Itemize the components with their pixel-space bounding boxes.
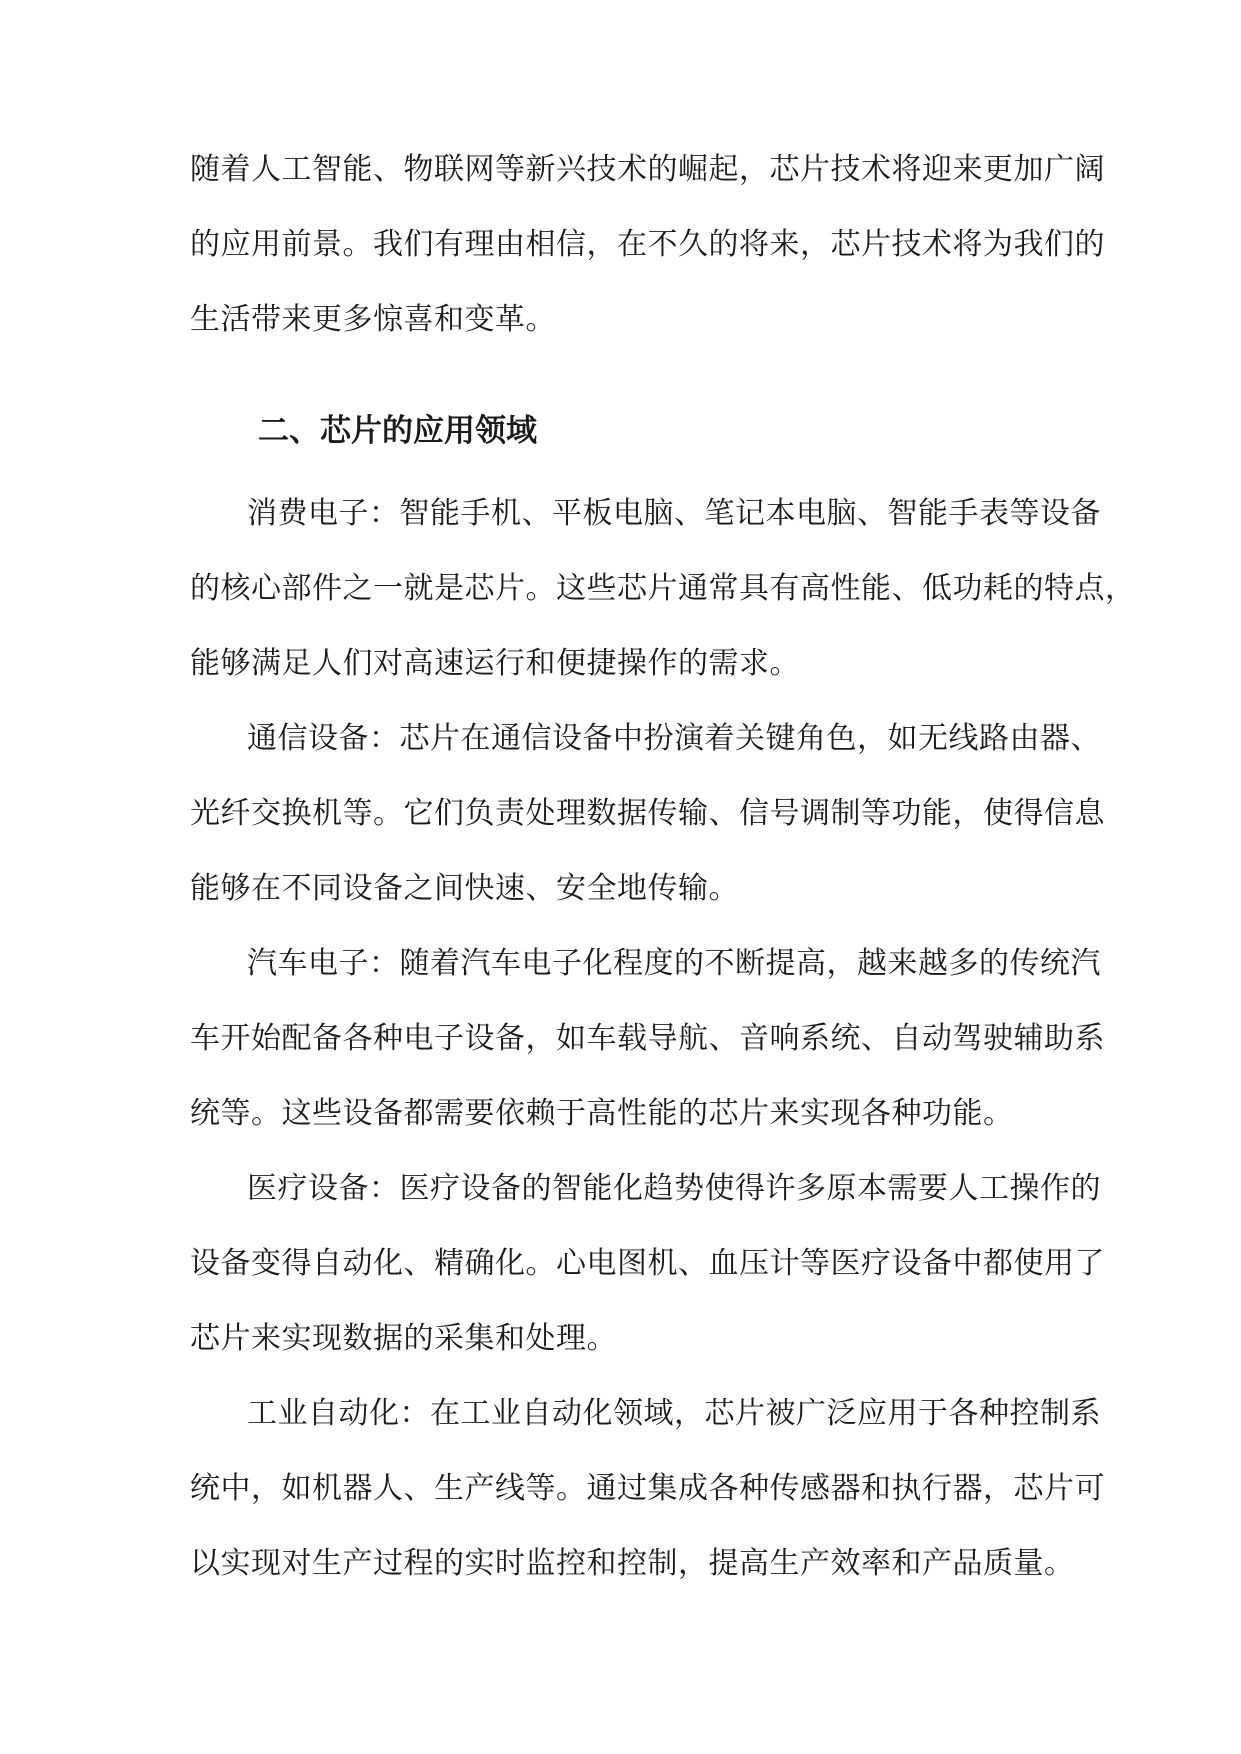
paragraph-2-line-2: 光纤交换机等。它们负责处理数据传输、信号调制等功能，使得信息 xyxy=(190,796,1105,831)
paragraph-1-line-3: 能够满足人们对高速运行和便捷操作的需求。 xyxy=(190,646,800,681)
paragraph-4-line-2: 设备变得自动化、精确化。心电图机、血压计等医疗设备中都使用了 xyxy=(190,1246,1105,1281)
paragraph-4-line-3: 芯片来实现数据的采集和处理。 xyxy=(190,1321,617,1356)
paragraph-4-line-1: 医疗设备：医疗设备的智能化趋势使得许多原本需要人工操作的 xyxy=(247,1171,1101,1206)
intro-line-1: 随着人工智能、物联网等新兴技术的崛起，芯片技术将迎来更加广阔 xyxy=(190,152,1105,187)
paragraph-3-line-2: 车开始配备各种电子设备，如车载导航、音响系统、自动驾驶辅助系 xyxy=(190,1021,1105,1056)
section-heading: 二、芯片的应用领域 xyxy=(258,413,537,449)
intro-line-2: 的应用前景。我们有理由相信，在不久的将来，芯片技术将为我们的 xyxy=(190,227,1105,262)
paragraph-5-line-3: 以实现对生产过程的实时监控和控制，提高生产效率和产品质量。 xyxy=(190,1546,1075,1581)
paragraph-3-line-3: 统等。这些设备都需要依赖于高性能的芯片来实现各种功能。 xyxy=(190,1096,1014,1131)
paragraph-3-line-1: 汽车电子：随着汽车电子化程度的不断提高，越来越多的传统汽 xyxy=(247,946,1101,981)
paragraph-5-line-1: 工业自动化：在工业自动化领域，芯片被广泛应用于各种控制系 xyxy=(247,1396,1101,1431)
paragraph-1-line-1: 消费电子：智能手机、平板电脑、笔记本电脑、智能手表等设备 xyxy=(247,496,1101,531)
intro-line-3: 生活带来更多惊喜和变革。 xyxy=(190,302,556,337)
paragraph-5-line-2: 统中，如机器人、生产线等。通过集成各种传感器和执行器，芯片可 xyxy=(190,1471,1105,1506)
paragraph-2-line-1: 通信设备：芯片在通信设备中扮演着关键角色，如无线路由器、 xyxy=(247,721,1101,756)
paragraph-1-line-2: 的核心部件之一就是芯片。这些芯片通常具有高性能、低功耗的特点， xyxy=(190,571,1136,606)
paragraph-2-line-3: 能够在不同设备之间快速、安全地传输。 xyxy=(190,871,739,906)
